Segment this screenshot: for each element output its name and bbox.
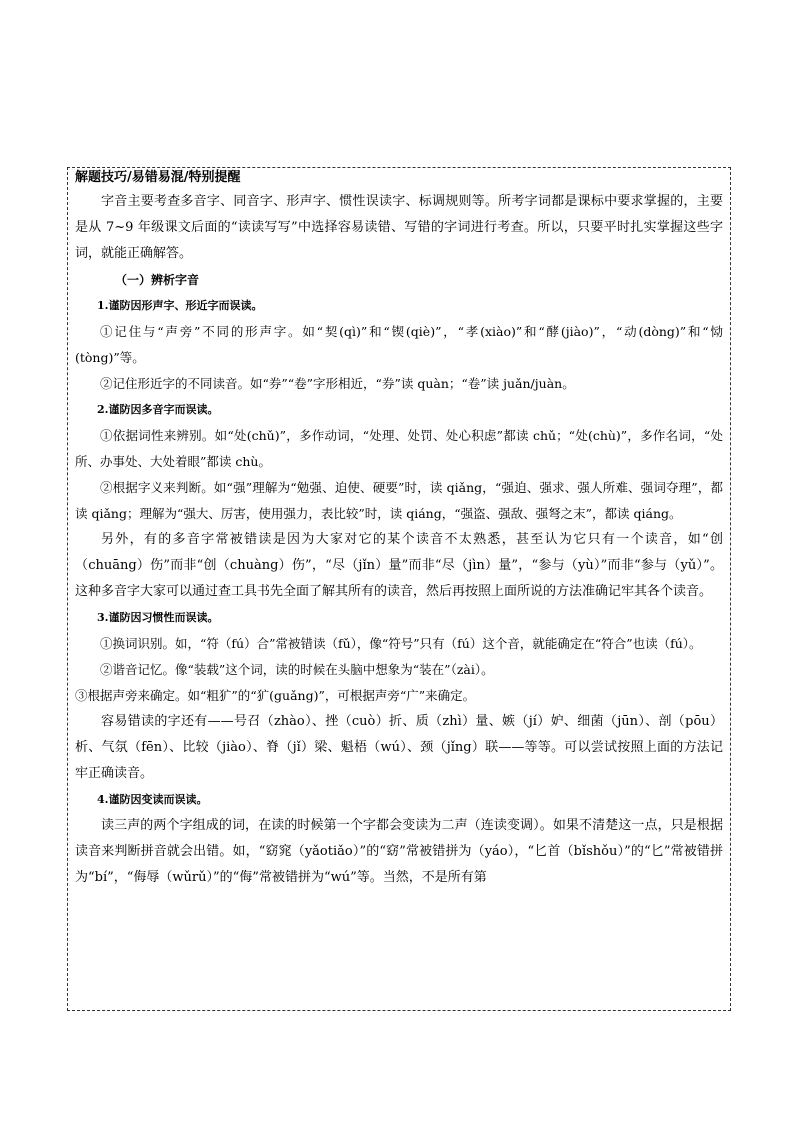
topic-3-title: 3.谨防因习惯性而误读。 — [97, 611, 219, 624]
topic-3-point-a: ①换词识别。如，“符（fú）合”常被错读（fǔ），像“符号”只有（fú）这个音，就能确定在“符合”也读（fú）。 — [100, 636, 702, 651]
topic-3-note: 容易错读的字还有——号召（zhào）、挫（cuò）折、质（zhì）量、嫉（jí）妒、细菌（jūn）、剖（pōu）析、气氛（fēn）、比较（jiào）、脊（jǐ）梁、魁梧（wú）、颈（jǐng）联——等等。可以尝试按照上面的方法记牢正确读音。 — [75, 714, 723, 781]
topic-2-point-b: ②根据字义来判断。如“强”理解为“勉强、迫使、硬要”时，读 qiǎng，“强迫、强求、强人所难、强词夺理”，都读 qiǎng；理解为“强大、厉害，使用强力，表比较”时，读 qiáng，“强盗、强敌、强弩之末”，都读 qiáng。 — [75, 480, 723, 521]
topic-1-point-b: ②记住形近字的不同读音。如“券”“卷”字形相近，“券”读 quàn；“卷”读 juǎn/juàn。 — [100, 376, 575, 391]
topic-4-title: 4.谨防因变读而误读。 — [97, 793, 208, 806]
topic-4-paragraph: 读三声的两个字组成的词，在读的时候第一个字都会变读为二声（连读变调）。如果不清楚这一点，只是根据读音来判断拼音就会出错。如，“窈窕（yǎotiǎo）”的“窈”常被错拼为（yáo），“匕首（bǐshǒu）”的“匕”常被错拼为“bí”，“侮辱（wǔrǔ）”的“侮”常被错拼为“wú”等。当然，不是所有第 — [75, 818, 723, 885]
tips-box — [67, 167, 731, 1011]
topic-2-note: 另外，有的多音字常被错读是因为大家对它的某个读音不太熟悉，甚至认为它只有一个读音，如“创（chuāng）伤”而非“创（chuàng）伤”，“尽（jǐn）量”而非“尽（jìn）量”，“参与（yù）”而非“参与（yǔ）”。这种多音字大家可以通过查工具书先全面了解其所有的读音，然后再按照上面所说的方法准确记牢其各个读音。 — [75, 532, 723, 599]
topic-1-title: 1.谨防因形声字、形近字而误读。 — [97, 299, 263, 312]
topic-3-point-c: ③根据声旁来确定。如“粗犷”的“犷(guǎng)”，可根据声旁“广”来确定。 — [75, 688, 476, 703]
topic-1-point-a: ①记住与“声旁”不同的形声字。如“契(qì)”和“锲(qiè)”，“孝(xiào)”和“酵(jiào)”，“动(dòng)”和“恸(tòng)”等。 — [75, 324, 723, 365]
topic-2-point-a: ①依据词性来辨别。如“处(chǔ)”，多作动词，“处理、处罚、处心积虑”都读 chǔ；“处(chù)”，多作名词，“处所、办事处、大处着眼”都读 chù。 — [75, 428, 723, 469]
intro-paragraph: 字音主要考查多音字、同音字、形声字、惯性误读字、标调规则等。所考字词都是课标中要求掌握的，主要是从 7~9 年级课文后面的“读读写写”中选择容易读错、写错的字词进行考查。所以，只要平时扎实掌握这些字词，就能正确解答。 — [75, 194, 723, 261]
section-title: （一）辨析字音 — [115, 273, 200, 287]
topic-2-title: 2.谨防因多音字而误读。 — [97, 403, 219, 416]
topic-3-point-b: ②谐音记忆。像“装载”这个词，读的时候在头脑中想象为“装在”（zài）。 — [100, 662, 494, 677]
box-heading: 解题技巧/易错易混/特别提醒 — [75, 170, 241, 185]
